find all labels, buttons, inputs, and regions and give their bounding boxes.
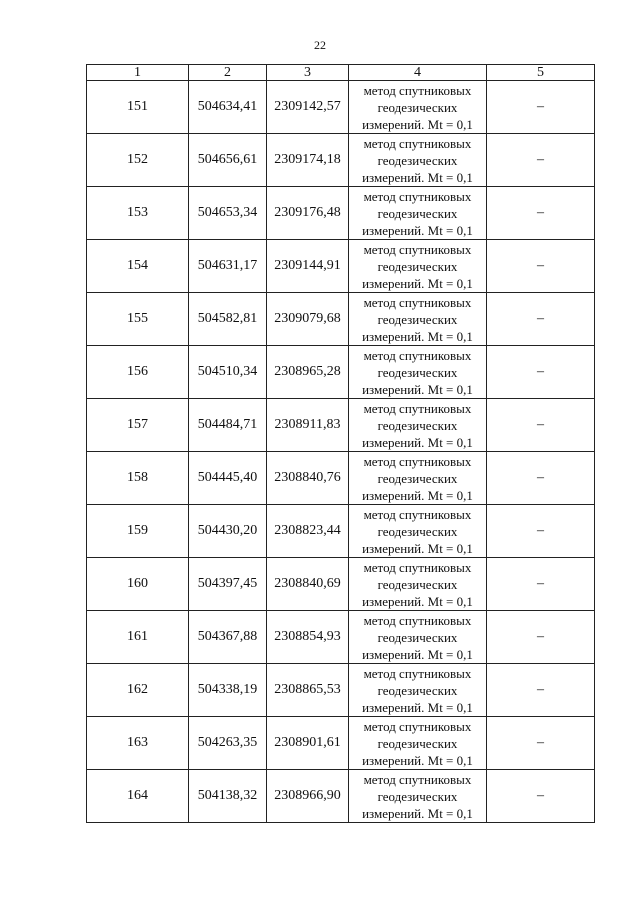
- method-line: измерений. Mt = 0,1: [362, 752, 473, 768]
- coord-x-cell: 504634,41: [189, 81, 267, 134]
- method-line: измерений. Mt = 0,1: [362, 381, 473, 397]
- method-line: геодезических: [377, 99, 458, 115]
- method-cell: [349, 134, 487, 187]
- method-line: геодезических: [377, 682, 458, 698]
- coord-x-cell: 504430,20: [189, 505, 267, 558]
- coord-y-cell: 2308854,93: [267, 611, 349, 664]
- table-row: [87, 505, 595, 558]
- method-line: геодезических: [377, 735, 458, 751]
- method-line: измерений. Mt = 0,1: [362, 805, 473, 821]
- table-body: [87, 81, 595, 823]
- table-header-row: [87, 65, 595, 81]
- method-cell: [349, 293, 487, 346]
- method-cell: [349, 187, 487, 240]
- method-line: геодезических: [377, 576, 458, 592]
- method-line: измерений. Mt = 0,1: [362, 434, 473, 450]
- coord-x-cell: 504397,45: [189, 558, 267, 611]
- method-line: метод спутниковых: [363, 400, 472, 416]
- coord-y-cell: 2308840,69: [267, 558, 349, 611]
- coordinates-table: [86, 64, 595, 823]
- point-number-cell: 157: [87, 399, 189, 452]
- header-col-3: 3: [267, 65, 349, 81]
- method-line: геодезических: [377, 523, 458, 539]
- point-number-cell: 158: [87, 452, 189, 505]
- coord-x-cell: 504484,71: [189, 399, 267, 452]
- note-cell: –: [487, 505, 595, 558]
- method-cell: [349, 452, 487, 505]
- note-cell: –: [487, 346, 595, 399]
- header-col-4: 4: [349, 65, 487, 81]
- point-number-cell: 156: [87, 346, 189, 399]
- point-number-cell: 151: [87, 81, 189, 134]
- table-row: [87, 346, 595, 399]
- table-row: [87, 81, 595, 134]
- method-line: метод спутниковых: [363, 453, 472, 469]
- page-number: 22: [314, 38, 326, 52]
- method-cell: [349, 717, 487, 770]
- method-line: метод спутниковых: [363, 665, 472, 681]
- table-row: [87, 134, 595, 187]
- method-line: метод спутниковых: [363, 82, 472, 98]
- method-line: метод спутниковых: [363, 135, 472, 151]
- method-line: измерений. Mt = 0,1: [362, 646, 473, 662]
- coord-y-cell: 2309079,68: [267, 293, 349, 346]
- coord-y-cell: 2309176,48: [267, 187, 349, 240]
- point-number-cell: 163: [87, 717, 189, 770]
- method-line: измерений. Mt = 0,1: [362, 487, 473, 503]
- note-cell: –: [487, 611, 595, 664]
- method-line: геодезических: [377, 364, 458, 380]
- coord-x-cell: 504582,81: [189, 293, 267, 346]
- note-cell: –: [487, 293, 595, 346]
- method-line: геодезических: [377, 258, 458, 274]
- method-line: геодезических: [377, 152, 458, 168]
- coord-y-cell: 2308840,76: [267, 452, 349, 505]
- method-line: геодезических: [377, 417, 458, 433]
- method-line: измерений. Mt = 0,1: [362, 222, 473, 238]
- method-line: геодезических: [377, 788, 458, 804]
- coord-x-cell: 504510,34: [189, 346, 267, 399]
- table-row: [87, 664, 595, 717]
- coord-y-cell: 2308965,28: [267, 346, 349, 399]
- method-cell: [349, 399, 487, 452]
- coord-x-cell: 504367,88: [189, 611, 267, 664]
- table-row: [87, 611, 595, 664]
- method-line: метод спутниковых: [363, 718, 472, 734]
- note-cell: –: [487, 717, 595, 770]
- coord-y-cell: 2308823,44: [267, 505, 349, 558]
- table-row: [87, 399, 595, 452]
- table-row: [87, 187, 595, 240]
- point-number-cell: 162: [87, 664, 189, 717]
- method-cell: [349, 770, 487, 823]
- coord-x-cell: 504445,40: [189, 452, 267, 505]
- method-line: метод спутниковых: [363, 506, 472, 522]
- method-line: измерений. Mt = 0,1: [362, 699, 473, 715]
- note-cell: –: [487, 558, 595, 611]
- method-cell: [349, 240, 487, 293]
- coord-x-cell: 504338,19: [189, 664, 267, 717]
- method-line: геодезических: [377, 205, 458, 221]
- method-cell: [349, 558, 487, 611]
- method-line: измерений. Mt = 0,1: [362, 593, 473, 609]
- method-line: геодезических: [377, 629, 458, 645]
- note-cell: –: [487, 452, 595, 505]
- coord-x-cell: 504263,35: [189, 717, 267, 770]
- method-line: метод спутниковых: [363, 771, 472, 787]
- table-row: [87, 452, 595, 505]
- method-line: измерений. Mt = 0,1: [362, 169, 473, 185]
- table-row: [87, 558, 595, 611]
- coord-x-cell: 504656,61: [189, 134, 267, 187]
- point-number-cell: 161: [87, 611, 189, 664]
- method-cell: [349, 611, 487, 664]
- coord-y-cell: 2308865,53: [267, 664, 349, 717]
- note-cell: –: [487, 81, 595, 134]
- method-line: измерений. Mt = 0,1: [362, 540, 473, 556]
- method-line: измерений. Mt = 0,1: [362, 116, 473, 132]
- point-number-cell: 152: [87, 134, 189, 187]
- point-number-cell: 159: [87, 505, 189, 558]
- header-col-2: 2: [189, 65, 267, 81]
- table-row: [87, 240, 595, 293]
- note-cell: –: [487, 399, 595, 452]
- note-cell: –: [487, 187, 595, 240]
- point-number-cell: 155: [87, 293, 189, 346]
- method-cell: [349, 346, 487, 399]
- method-cell: [349, 81, 487, 134]
- method-line: метод спутниковых: [363, 612, 472, 628]
- coord-x-cell: 504631,17: [189, 240, 267, 293]
- coord-y-cell: 2308911,83: [267, 399, 349, 452]
- coord-y-cell: 2308901,61: [267, 717, 349, 770]
- coord-y-cell: 2309174,18: [267, 134, 349, 187]
- method-cell: [349, 664, 487, 717]
- coord-y-cell: 2309144,91: [267, 240, 349, 293]
- coord-x-cell: 504138,32: [189, 770, 267, 823]
- method-line: метод спутниковых: [363, 347, 472, 363]
- header-col-5: 5: [487, 65, 595, 81]
- method-line: измерений. Mt = 0,1: [362, 328, 473, 344]
- note-cell: –: [487, 134, 595, 187]
- coord-x-cell: 504653,34: [189, 187, 267, 240]
- method-cell: [349, 505, 487, 558]
- point-number-cell: 153: [87, 187, 189, 240]
- point-number-cell: 164: [87, 770, 189, 823]
- note-cell: –: [487, 664, 595, 717]
- method-line: метод спутниковых: [363, 188, 472, 204]
- coord-y-cell: 2308966,90: [267, 770, 349, 823]
- method-line: метод спутниковых: [363, 559, 472, 575]
- table-row: [87, 293, 595, 346]
- point-number-cell: 154: [87, 240, 189, 293]
- method-line: метод спутниковых: [363, 294, 472, 310]
- coord-y-cell: 2309142,57: [267, 81, 349, 134]
- method-line: геодезических: [377, 470, 458, 486]
- method-line: геодезических: [377, 311, 458, 327]
- note-cell: –: [487, 770, 595, 823]
- header-col-1: 1: [87, 65, 189, 81]
- note-cell: –: [487, 240, 595, 293]
- table-row: [87, 717, 595, 770]
- table-row: [87, 770, 595, 823]
- method-line: измерений. Mt = 0,1: [362, 275, 473, 291]
- point-number-cell: 160: [87, 558, 189, 611]
- method-line: метод спутниковых: [363, 241, 472, 257]
